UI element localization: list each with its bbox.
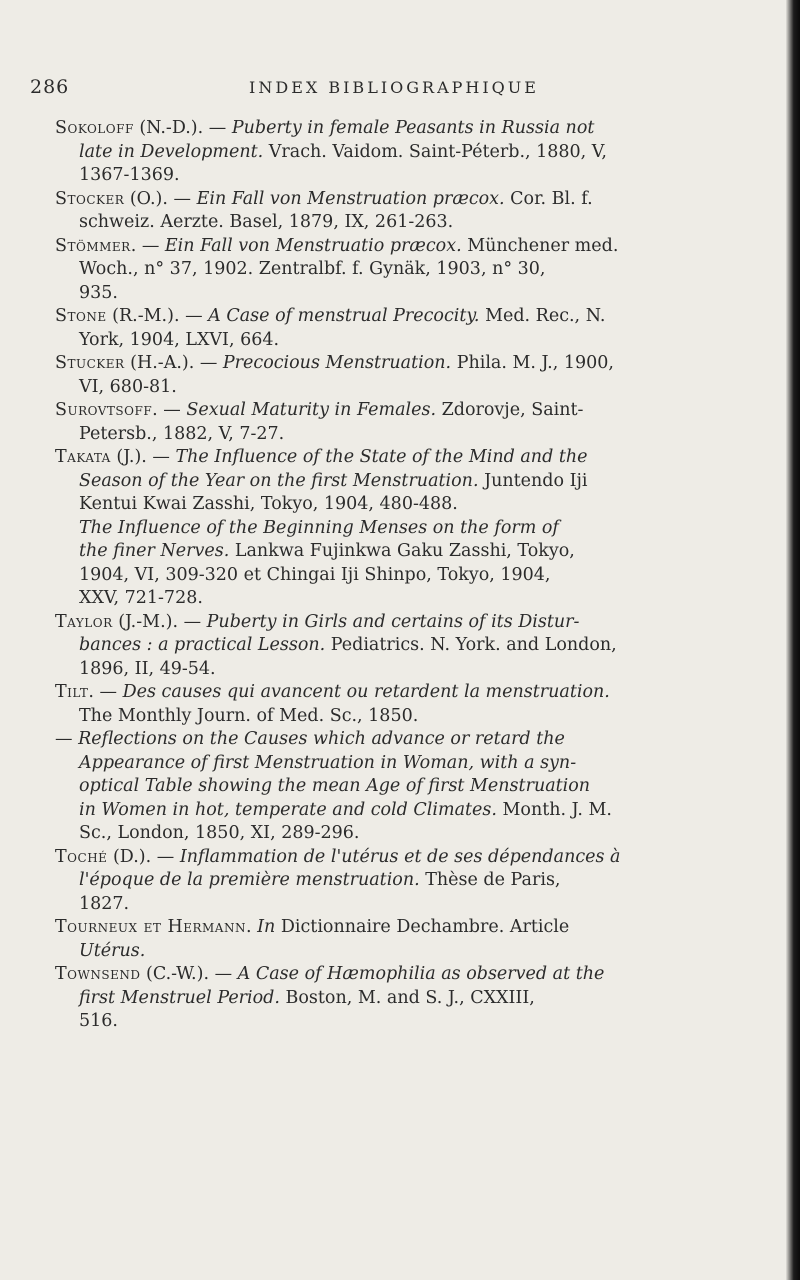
entry-title: first Menstruel Period.: [79, 987, 280, 1008]
entry-text: Thèse de Paris,: [419, 870, 561, 890]
entry-text: (H.-A.). —: [124, 353, 223, 373]
entry-line: [55, 211, 758, 235]
bibliography-entry: [55, 611, 758, 682]
entry-line: [55, 188, 758, 212]
entry-title: The Influence of the State of the Mind and the: [175, 447, 588, 467]
entry-author: Toché: [55, 846, 108, 867]
entry-text: Münchener med.: [461, 235, 619, 256]
entry-line: [55, 329, 758, 353]
entry-title: A Case of menstrual Precocity.: [208, 306, 480, 326]
entry-line: [55, 540, 758, 564]
entry-title: Sexual Maturity in Females.: [186, 400, 437, 420]
entry-text: 1896, II, 49-54.: [79, 658, 216, 679]
entry-text: . —: [130, 235, 165, 256]
entry-title: Utérus.: [79, 940, 146, 961]
entry-text: . —: [88, 682, 123, 702]
entry-text: 935.: [79, 282, 118, 303]
entry-line: [55, 752, 758, 776]
entry-text: Zdorovje, Saint-: [436, 400, 584, 420]
entry-line: [55, 846, 758, 870]
entry-author: Taylor: [55, 611, 113, 632]
entry-line: [55, 493, 758, 517]
entry-text: (R.-M.). —: [106, 306, 209, 326]
entry-text: Boston, M. and S. J., CXXIII,: [279, 987, 535, 1008]
entry-text: Lankwa Fujinkwa Gaku Zasshi, Tokyo,: [229, 541, 575, 561]
page-header: [30, 76, 758, 102]
entry-title: Season of the Year on the first Menstruation.: [79, 470, 479, 491]
entry-line: [55, 587, 758, 611]
bibliography-entry: [55, 916, 758, 963]
bibliography-entry: [55, 352, 758, 399]
entry-line: [55, 258, 758, 282]
scan-edge-shadow: [786, 0, 800, 1280]
entry-author: Stucker: [55, 353, 125, 373]
entry-text: schweiz. Aerzte. Basel, 1879, IX, 261-263.: [79, 212, 454, 232]
entry-text: . —: [152, 400, 187, 420]
entry-author: Tilt: [55, 682, 89, 702]
entry-title: Reflections on the Causes which advance or retard the: [78, 729, 565, 749]
entry-text: (C.-W.). —: [140, 964, 238, 984]
bibliography-entry: [55, 728, 758, 846]
entry-line: [55, 141, 758, 165]
entry-text: Woch., n° 37, 1902. Zentralbf. f. Gynäk, 1903, n° 30,: [79, 259, 546, 279]
entry-title: in Women in hot, temperate and cold Climates.: [79, 799, 497, 820]
entry-line: [55, 681, 758, 705]
entry-title: Inflammation de l'utérus et de ses dépendances à: [179, 846, 621, 867]
entry-line: [55, 611, 758, 635]
entry-text: 1367-1369.: [79, 165, 180, 185]
entry-text: 516.: [79, 1011, 118, 1031]
entry-author: Townsend: [55, 964, 141, 984]
entry-text: .: [245, 917, 258, 937]
entry-line: [55, 470, 758, 494]
entry-title: bances : a practical Lesson.: [79, 635, 326, 655]
entry-text: Dictionnaire Dechambre. Article: [275, 917, 570, 937]
entry-text: Month. J. M.: [496, 799, 612, 820]
bibliography-entry: [55, 446, 758, 517]
entry-title: the finer Nerves.: [79, 541, 230, 561]
entry-text: —: [55, 729, 79, 749]
entry-line: [55, 658, 758, 682]
bibliography-entry: [55, 963, 758, 1034]
entry-text: Med. Rec., N.: [479, 306, 606, 326]
entry-line: [55, 728, 758, 752]
entry-line: [55, 564, 758, 588]
entry-text: (J.-M.). —: [112, 611, 207, 632]
entry-line: [55, 869, 758, 893]
bibliography-entry: [55, 235, 758, 306]
entry-text: Vrach. Vaidom. Saint-Péterb., 1880, V,: [263, 141, 607, 162]
entry-line: [55, 164, 758, 188]
entry-line: [55, 799, 758, 823]
bibliography-entry: [55, 681, 758, 728]
entry-line: [55, 446, 758, 470]
entry-text: 1827.: [79, 893, 130, 914]
entry-text: (J.). —: [110, 447, 176, 467]
entry-title: Puberty in Girls and certains of its Distur-: [206, 611, 580, 632]
entry-line: [55, 305, 758, 329]
entry-line: [55, 1010, 758, 1034]
entry-line: [55, 423, 758, 447]
entry-line: [55, 399, 758, 423]
entry-author: Sokoloff: [55, 118, 134, 138]
entry-text: Phila. M. J., 1900,: [451, 353, 614, 373]
entry-author: Stone: [55, 306, 107, 326]
entry-author: Stocker: [55, 188, 125, 209]
entry-text: Pediatrics. N. York. and London,: [325, 635, 617, 655]
entry-text: XXV, 721-728.: [79, 588, 203, 608]
entry-text: VI, 680-81.: [79, 376, 177, 397]
entry-title: Appearance of first Menstruation in Woman, with a syn-: [79, 752, 577, 773]
entry-text: 1904, VI, 309-320 et Chingai Iji Shinpo, Tokyo, 1904,: [79, 564, 551, 585]
entry-author: Tourneux et Hermann: [55, 917, 246, 937]
entry-text: (N.-D.). —: [133, 118, 232, 138]
entry-title: In: [257, 917, 276, 937]
entry-line: [55, 822, 758, 846]
entry-text: Sc., London, 1850, XI, 289-296.: [79, 823, 360, 843]
entry-text: Petersb., 1882, V, 7-27.: [79, 423, 285, 444]
entry-line: [55, 117, 758, 141]
entry-title: optical Table showing the mean Age of first Menstruation: [79, 776, 591, 796]
entry-line: [55, 517, 758, 541]
entry-line: [55, 940, 758, 964]
entry-line: [55, 963, 758, 987]
entry-title: Puberty in female Peasants in Russia not: [231, 118, 595, 138]
entry-line: [55, 634, 758, 658]
entry-line: [55, 893, 758, 917]
entry-title: Ein Fall von Menstruation præcox.: [196, 188, 505, 209]
entry-line: [55, 705, 758, 729]
entry-line: [55, 987, 758, 1011]
page-number: 286: [30, 76, 70, 98]
entry-line: [55, 352, 758, 376]
entry-title: Des causes qui avancent ou retardent la menstruation.: [122, 682, 610, 702]
entry-text: Kentui Kwai Zasshi, Tokyo, 1904, 480-488.: [79, 494, 458, 514]
entry-author: Stömmer: [55, 235, 131, 256]
entry-line: [55, 235, 758, 259]
entry-text: Juntendo Iji: [478, 470, 588, 491]
entry-title: late in Development.: [79, 141, 264, 162]
entry-line: [55, 916, 758, 940]
entry-text: (O.). —: [124, 188, 197, 209]
bibliography-entry: [55, 846, 758, 917]
entry-author: Takata: [55, 447, 111, 467]
entry-title: Precocious Menstruation.: [222, 353, 452, 373]
entry-title: A Case of Hæmophilia as observed at the: [237, 964, 605, 984]
bibliography-entry: [55, 117, 758, 188]
entry-line: [55, 282, 758, 306]
bibliography-entry: [55, 399, 758, 446]
entry-title: The Influence of the Beginning Menses on the form of: [79, 517, 559, 538]
bibliography-entry: [55, 188, 758, 235]
bibliography-list: [55, 117, 758, 1034]
entry-text: The Monthly Journ. of Med. Sc., 1850.: [79, 705, 419, 726]
bibliography-entry: [55, 305, 758, 352]
entry-line: [55, 376, 758, 400]
entry-text: (D.). —: [107, 846, 180, 867]
running-title: INDEX BIBLIOGRAPHIQUE: [249, 78, 539, 97]
entry-author: Surovtsoff: [55, 400, 153, 420]
entry-line: [55, 775, 758, 799]
entry-text: York, 1904, LXVI, 664.: [79, 329, 280, 350]
entry-title: Ein Fall von Menstruatio præcox.: [164, 235, 462, 256]
entry-title: l'époque de la première menstruation.: [79, 870, 420, 890]
bibliography-entry: [55, 517, 758, 611]
entry-text: Cor. Bl. f.: [504, 188, 593, 209]
